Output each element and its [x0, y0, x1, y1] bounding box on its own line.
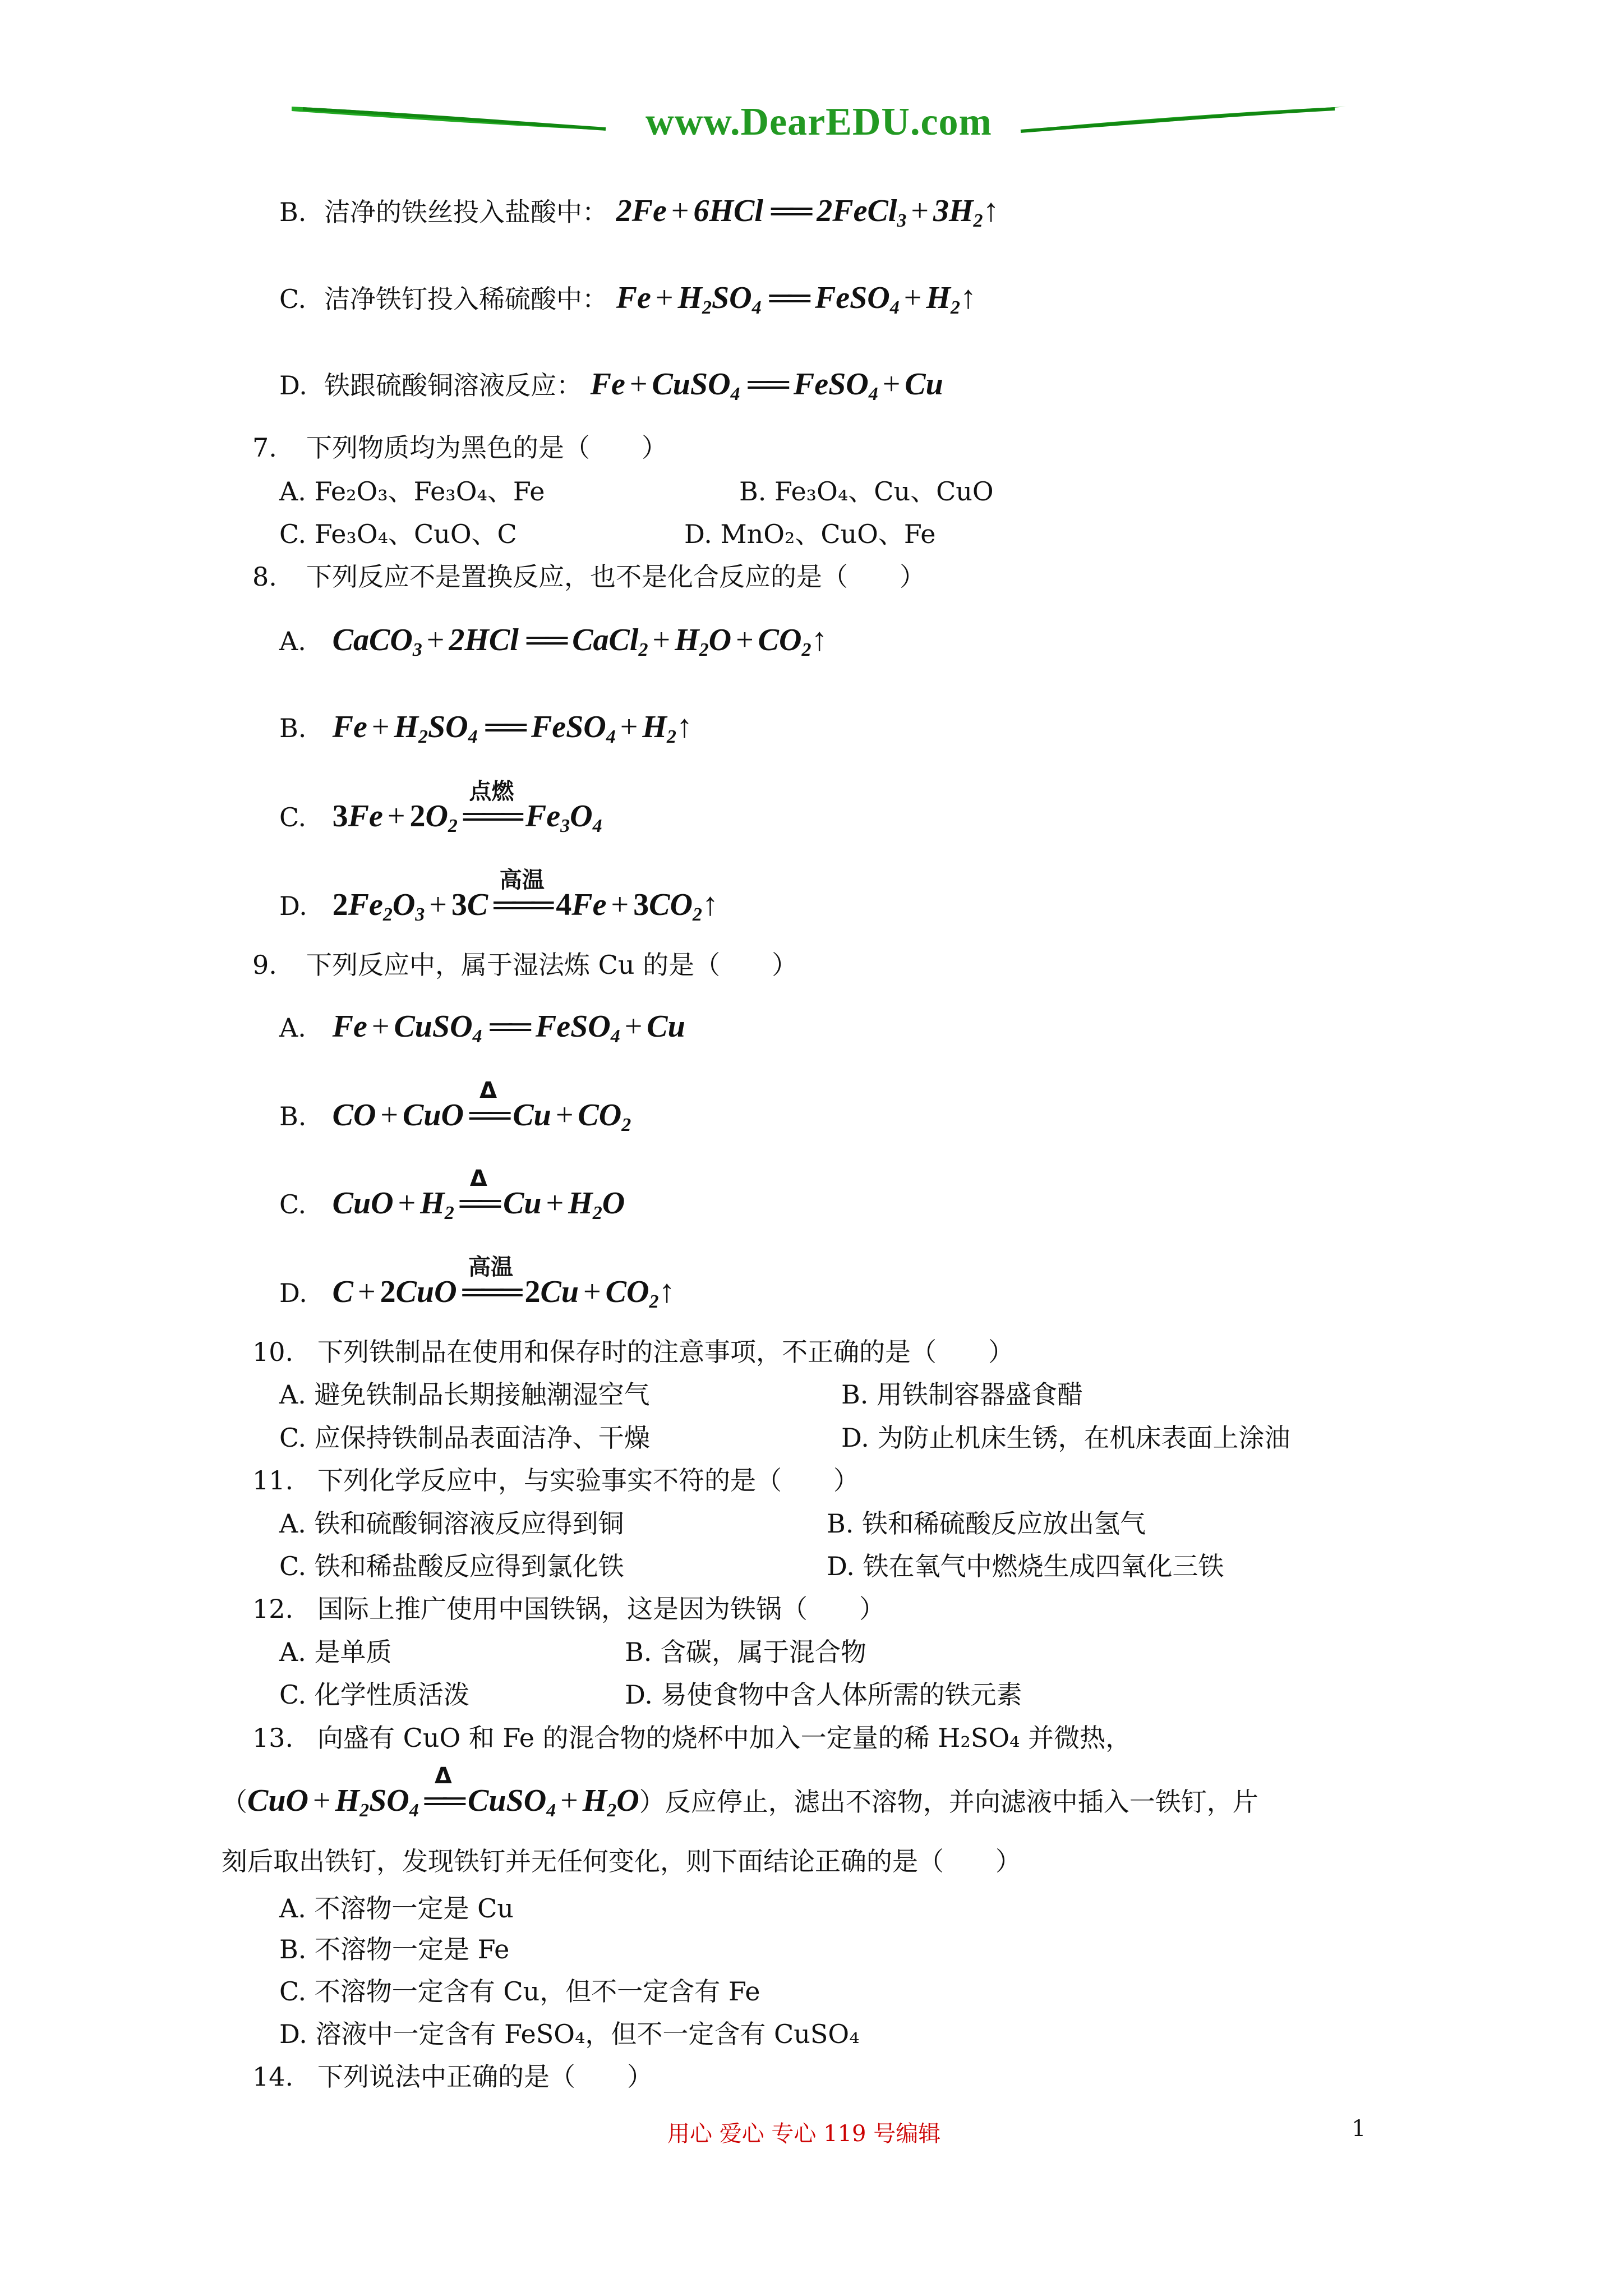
q13-formula: CuO + $H_2SO_4$ Δ ══ CuSO$_4$ + $H_2O$ — [247, 1763, 639, 1821]
q13-option-d: D. 溶液中一定含有 FeSO₄，但不一定含有 CuSO₄ — [279, 2019, 860, 2049]
q7-stem: 7. 下列物质均为黑色的是（ ） — [252, 432, 667, 463]
q12-stem: 12. 国际上推广使用中国铁锅，这是因为铁锅（ ） — [252, 1594, 885, 1624]
q11-option-c: C. 铁和稀盐酸反应得到氯化铁 — [279, 1551, 624, 1581]
q10-option-b: B. 用铁制容器盛食醋 — [841, 1379, 1083, 1410]
footer-text: 用心 爱心 专心 119 号编辑 — [667, 2121, 941, 2147]
q9-stem: 9. 下列反应中，属于湿法炼 Cu 的是（ ） — [252, 950, 798, 980]
q6c-formula: $Fe + H_2SO_4$ ══ FeSO$_4$ + $H_2↑$ — [616, 279, 976, 318]
q13-stem-line2: （$CuO + H_2SO_4$ Δ ══ CuSO$_4$ + $H_2O$）反应停止，滤出不溶物，并向滤液中插入一铁钉，片 — [222, 1763, 1258, 1821]
q6-option-c: C. 洁净铁钉投入稀硫酸中： $Fe + H_2SO_4$ ══ FeSO$_4$ + $H_2↑$ — [279, 279, 976, 318]
q8-stem: 8. 下列反应不是置换反应，也不是化合反应的是（ ） — [252, 562, 925, 592]
q10-option-c: C. 应保持铁制品表面洁净、干燥 — [279, 1423, 650, 1453]
header-banner — [292, 90, 1346, 151]
q8-option-a: A. CaCO$_3$ + 2HCl ══ CaCl$_2$ + $H_2O$ + $CO_2↑$ — [279, 621, 828, 660]
q10-stem: 10. 下列铁制品在使用和保存时的注意事项，不正确的是（ ） — [252, 1337, 1014, 1367]
brand-text: www.DearEDU.com — [645, 100, 992, 144]
q9-option-a: A. Fe + CuSO$_4$ ══ FeSO$_4$ + Cu — [279, 1009, 685, 1047]
q12-option-c: C. 化学性质活泼 — [279, 1680, 469, 1710]
q6d-formula: Fe + CuSO$_4$ ══ FeSO$_4$ + Cu — [590, 367, 943, 404]
q12-option-a: A. 是单质 — [279, 1637, 392, 1667]
q11-option-a: A. 铁和硫酸铜溶液反应得到铜 — [279, 1508, 624, 1539]
q7-option-b: B. Fe₃O₄、Cu、CuO — [739, 476, 994, 507]
q11-option-b: B. 铁和稀硫酸反应放出氢气 — [827, 1508, 1146, 1539]
q12-option-d: D. 易使食物中含人体所需的铁元素 — [625, 1680, 1022, 1710]
q7-option-d: D. MnO₂、CuO、Fe — [684, 519, 936, 549]
q6-option-b: B. 洁净的铁丝投入盐酸中： 2Fe + 6HCl ══ 2FeCl$_3$ + $3H_2↑$ — [279, 192, 999, 231]
q7-option-c: C. Fe₃O₄、CuO、C — [279, 519, 517, 549]
q8-option-b: B. $Fe + H_2SO_4$ ══ FeSO$_4$ + $H_2↑$ — [279, 708, 693, 747]
q14-stem: 14. 下列说法中正确的是（ ） — [252, 2062, 653, 2092]
q7-option-a: A. Fe₂O₃、Fe₃O₄、Fe — [279, 476, 545, 507]
q9-option-c: C. CuO + $H_2$ Δ ══ $Cu + H_2O$ — [279, 1166, 625, 1223]
q8-option-c: C. $3Fe + 2O_2$ 点燃 ═══ $Fe_3O_4$ — [279, 779, 602, 836]
q10-option-d: D. 为防止机床生锈，在机床表面上涂油 — [841, 1423, 1290, 1453]
q9-option-d: D. C + 2CuO 高温 ═══ $2Cu + CO_2↑$ — [279, 1254, 675, 1312]
q12-option-b: B. 含碳，属于混合物 — [625, 1637, 867, 1667]
q13-stem-line3: 刻后取出铁钉，发现铁钉并无任何变化，则下面结论正确的是（ ） — [222, 1846, 1021, 1876]
q13-option-c: C. 不溶物一定含有 Cu，但不一定含有 Fe — [279, 1976, 760, 2007]
page-number: 1 — [1352, 2116, 1366, 2142]
q9-option-b: B. CO + CuO Δ ══ $Cu + CO_2$ — [279, 1078, 631, 1135]
q13-option-a: A. 不溶物一定是 Cu — [279, 1893, 514, 1924]
q8-option-d: D. $2Fe_2O_3 + 3C$ 高温 ═══ $4Fe + 3CO_2↑$ — [279, 867, 718, 925]
q11-stem: 11. 下列化学反应中，与实验事实不符的是（ ） — [252, 1465, 859, 1496]
q10-option-a: A. 避免铁制品长期接触潮湿空气 — [279, 1379, 650, 1410]
q6-option-d: D. 铁跟硫酸铜溶液反应： Fe + CuSO$_4$ ══ FeSO$_4$ + Cu — [279, 367, 943, 404]
q13-stem: 13. 向盛有 CuO 和 Fe 的混合物的烧杯中加入一定量的稀 H₂SO₄ 并微热， — [252, 1723, 1132, 1753]
q6b-formula: 2Fe + 6HCl ══ 2FeCl$_3$ + $3H_2↑$ — [616, 192, 999, 231]
q11-option-d: D. 铁在氧气中燃烧生成四氧化三铁 — [827, 1551, 1224, 1581]
q13-option-b: B. 不溶物一定是 Fe — [279, 1934, 510, 1964]
